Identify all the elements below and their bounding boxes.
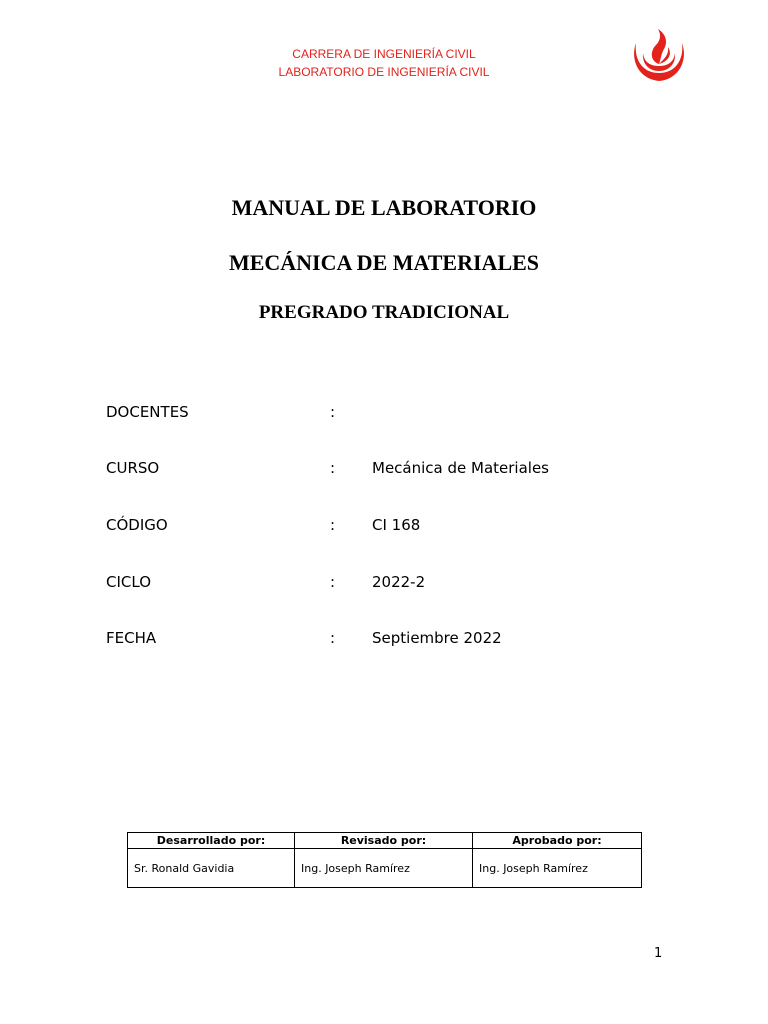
info-colon: :	[330, 403, 336, 421]
info-row-docentes	[106, 403, 666, 427]
info-colon: :	[330, 459, 336, 477]
info-label: CÓDIGO	[106, 516, 168, 534]
info-row-curso	[106, 459, 666, 483]
info-colon: :	[330, 629, 336, 647]
upc-flame-logo-icon	[628, 25, 690, 87]
info-value: Septiembre 2022	[372, 629, 502, 647]
reviewed-by-header: Revisado por:	[295, 833, 473, 849]
info-label: CURSO	[106, 459, 160, 477]
header-career: CARRERA DE INGENIERÍA CIVIL	[292, 47, 476, 61]
header-laboratory: LABORATORIO DE INGENIERÍA CIVIL	[278, 65, 490, 79]
manual-title: MANUAL DE LABORATORIO	[231, 195, 537, 220]
program-title: PREGRADO TRADICIONAL	[258, 302, 510, 323]
reviewed-by-value: Ing. Joseph Ramírez	[295, 849, 473, 888]
info-label: CICLO	[106, 573, 151, 591]
approved-by-header: Aprobado por:	[473, 833, 642, 849]
info-label: FECHA	[106, 629, 157, 647]
approved-by-value: Ing. Joseph Ramírez	[473, 849, 642, 888]
info-value: CI 168	[372, 516, 421, 534]
info-colon: :	[330, 516, 336, 534]
info-label: DOCENTES	[106, 403, 189, 421]
info-row-codigo	[106, 516, 666, 540]
info-value: 2022-2	[372, 573, 426, 591]
signature-table	[127, 832, 642, 888]
signature-value-row	[128, 849, 642, 888]
info-row-fecha	[106, 629, 666, 653]
signature-header-row	[128, 833, 642, 849]
info-value: Mecánica de Materiales	[372, 459, 549, 477]
page-number: 1	[654, 946, 663, 961]
course-title: MECÁNICA DE MATERIALES	[228, 250, 540, 275]
developed-by-header: Desarrollado por:	[128, 833, 295, 849]
info-colon: :	[330, 573, 336, 591]
info-row-ciclo	[106, 573, 666, 597]
developed-by-value: Sr. Ronald Gavidia	[128, 849, 295, 888]
